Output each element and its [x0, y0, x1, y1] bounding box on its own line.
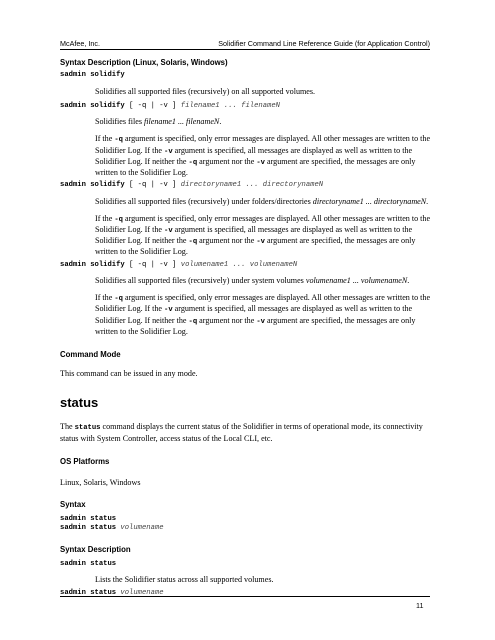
footer-rule	[60, 596, 430, 597]
status-intro: The status command displays the current status of the Solidifier in terms of operational mode, its connectivity status with System Controller, access status of the Local CLI, etc.	[60, 422, 423, 443]
section-heading-status: status	[60, 395, 99, 411]
command-description: Solidifies files filename1 ... filenameN.	[95, 117, 222, 127]
command-argument: filename1 ... filenameN	[180, 101, 280, 110]
header-company: McAfee, Inc.	[60, 39, 100, 48]
command-mode-text: This command can be issued in any mode.	[60, 369, 198, 379]
command-options: [ -q | -v ]	[124, 260, 181, 269]
argument-description: If the -q argument is specified, only error messages are displayed. All other messages are written to the Solidifier Log. If the -v argument is specified, all messages are displayed as well as written to the Solidifier Log. If neither the -q argument nor the -v argument are specified, the messages are only written to the Solidifier Log.	[95, 134, 431, 178]
command-line	[60, 181, 432, 190]
command-mode-title: Command Mode	[60, 350, 121, 360]
page-number: 11	[416, 601, 424, 610]
command-text: sadmin solidify	[60, 71, 125, 80]
command-line: sadmin status	[60, 559, 117, 568]
header-title: Solidifier Command Line Reference Guide (for Application Control)	[218, 39, 430, 48]
syntax-line: sadmin status volumename	[60, 523, 164, 532]
command-text: sadmin solidify	[60, 260, 125, 269]
os-platforms-text: Linux, Solaris, Windows	[60, 478, 141, 488]
command-description: Lists the Solidifier status across all supported volumes.	[95, 574, 274, 584]
command-description: Solidifies all supported files (recursively) under system volumes volumename1 ... volumenameN.	[95, 276, 410, 286]
command-line	[60, 102, 432, 111]
syntax-title: Syntax	[60, 500, 86, 510]
status-syntax-description-title: Syntax Description	[60, 545, 131, 555]
page-content	[60, 55, 432, 599]
command-argument: directoryname1 ... directorynameN	[180, 181, 324, 190]
command-description: Solidifies all supported files (recursively) on all supported volumes.	[95, 86, 316, 96]
command-argument: volumename1 ... volumenameN	[180, 260, 298, 269]
syntax-line: sadmin status	[60, 514, 117, 523]
command-line: sadmin status volumename	[60, 589, 164, 598]
command-text: sadmin solidify	[60, 101, 125, 110]
command-text: sadmin solidify	[60, 181, 125, 190]
command-line	[60, 71, 432, 80]
syntax-description-title: Syntax Description (Linux, Solaris, Windows)	[60, 58, 228, 67]
command-options: [ -q | -v ]	[124, 101, 181, 110]
command-options: [ -q | -v ]	[124, 181, 181, 190]
command-line	[60, 261, 432, 270]
os-platforms-title: OS Platforms	[60, 456, 110, 466]
command-description: Solidifies all supported files (recursively) under folders/directories directoryname1 ... directorynameN.	[95, 196, 429, 206]
argument-description: If the -q argument is specified, only error messages are displayed. All other messages are written to the Solidifier Log. If the -v argument is specified, all messages are displayed as well as written to the Solidifier Log. If neither the -q argument nor the -v argument are specified, the messages are only written to the Solidifier Log.	[95, 213, 431, 257]
header-rule	[60, 49, 430, 50]
argument-description: If the -q argument is specified, only error messages are displayed. All other messages are written to the Solidifier Log. If the -v argument is specified, all messages are displayed as well as written to the Solidifier Log. If neither the -q argument nor the -v argument are specified, the messages are only written to the Solidifier Log.	[95, 293, 431, 336]
